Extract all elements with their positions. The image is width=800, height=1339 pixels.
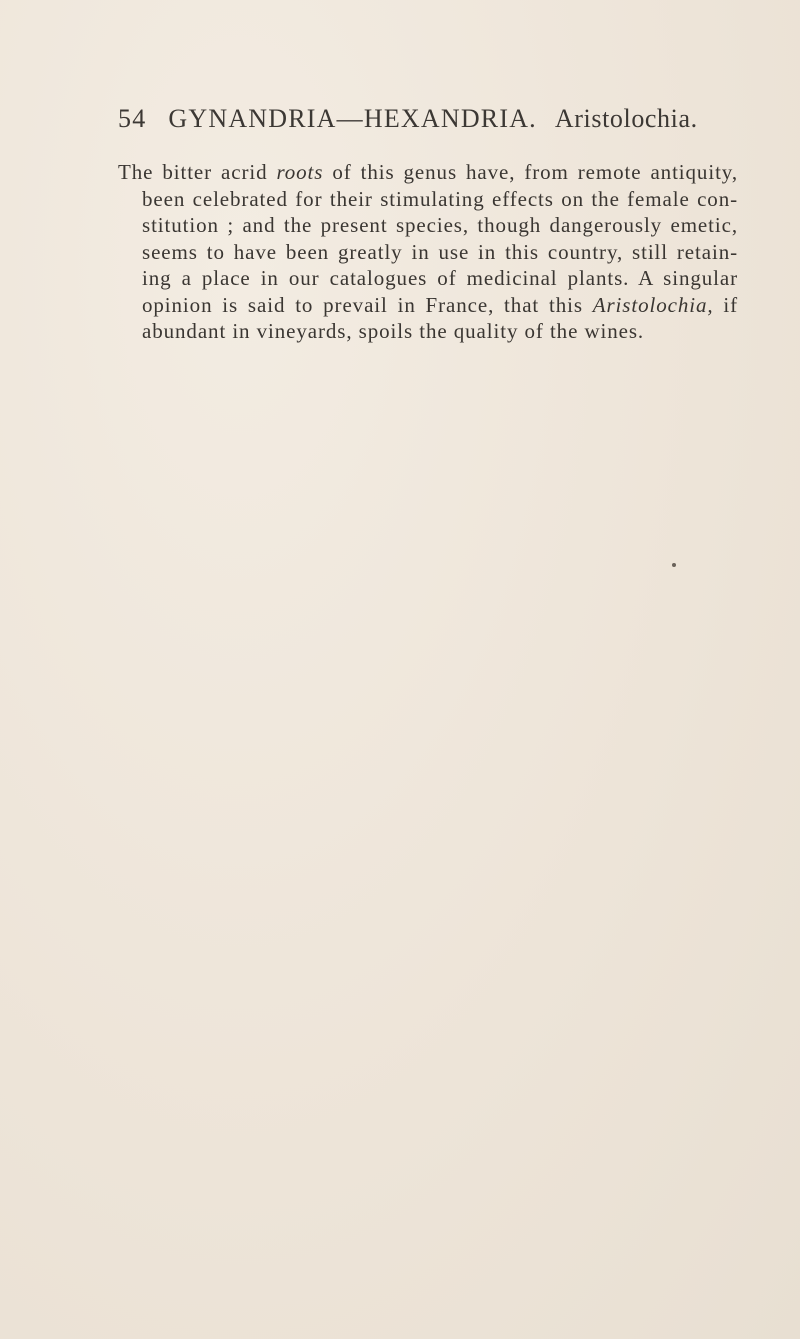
paragraph-line-1: The bitter acrid roots of this genus have, from remote antiquity, bbox=[118, 160, 738, 184]
genus-name: Aristolochia. bbox=[554, 104, 698, 133]
paragraph-line-3: stitution ; and the present species, though dangerously emetic, bbox=[142, 213, 738, 237]
italic-aristolochia: Aristolochia, bbox=[592, 292, 714, 317]
body-paragraph bbox=[118, 159, 738, 345]
page-title: GYNANDRIA—HEXANDRIA. bbox=[168, 104, 537, 133]
paragraph-line-7: abundant in vineyards, spoils the quality of the wines. bbox=[142, 319, 645, 343]
page-number: 54 bbox=[118, 104, 147, 133]
paragraph-line-4: seems to have been greatly in use in this country, still retain- bbox=[142, 239, 738, 264]
paper-speck bbox=[672, 563, 676, 567]
running-head bbox=[118, 104, 758, 134]
paragraph-line-6: opinion is said to prevail in France, that this Aristolochia, if bbox=[142, 292, 738, 317]
paragraph-line-5: ing a place in our catalogues of medicinal plants. A singular bbox=[142, 266, 738, 290]
paragraph-line-2: been celebrated for their stimulating effects on the female con- bbox=[142, 186, 738, 211]
italic-roots: roots bbox=[276, 160, 324, 184]
